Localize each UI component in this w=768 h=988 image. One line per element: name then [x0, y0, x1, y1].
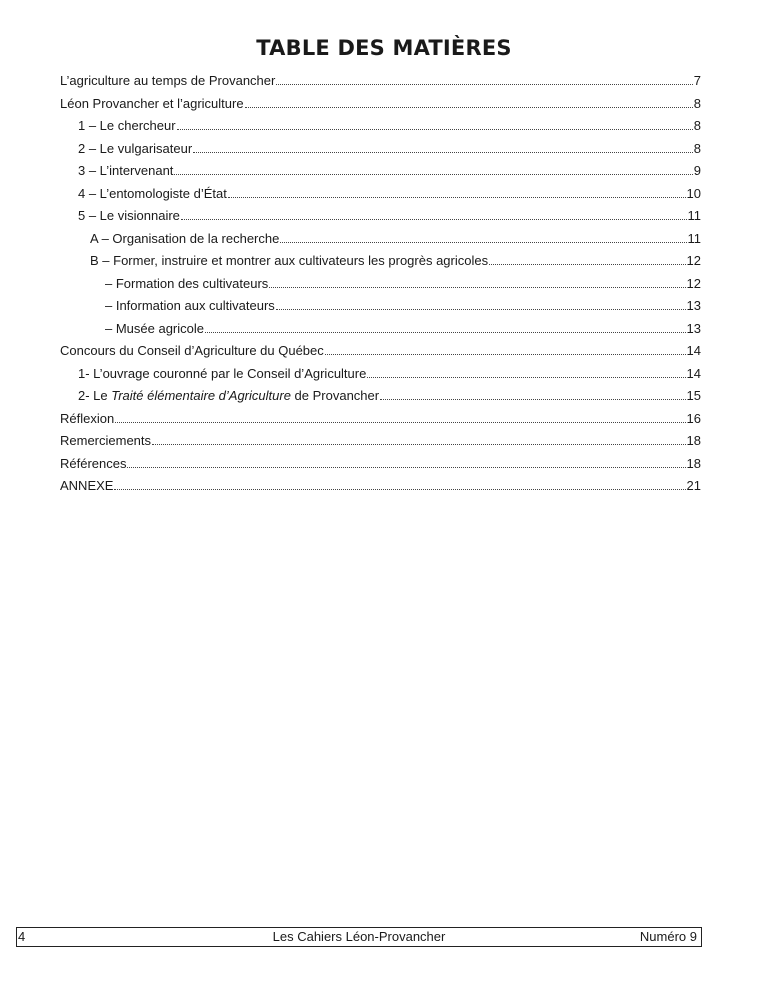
- toc-entry[interactable]: [60, 363, 701, 386]
- toc-entry-label: Remerciements: [60, 433, 152, 448]
- toc-entry-page: 11: [687, 230, 701, 246]
- toc-entry[interactable]: [60, 318, 701, 341]
- dot-leader: [276, 308, 686, 310]
- toc-entry[interactable]: [60, 340, 701, 363]
- toc-entry[interactable]: [60, 385, 701, 408]
- toc-entry[interactable]: [60, 295, 701, 318]
- toc-entry-label-prefix: 2- Le: [78, 388, 112, 403]
- toc-entry-label: 1- L’ouvrage couronné par le Conseil d’Agriculture: [78, 365, 367, 381]
- toc-entry-page: 13: [686, 298, 701, 313]
- toc-entry-page: 16: [686, 410, 701, 426]
- page-footer: [16, 927, 702, 947]
- toc-entry-label: B – Former, instruire et montrer aux cultivateurs les progrès agricoles: [90, 253, 489, 268]
- toc-entry-page: 8: [693, 118, 701, 133]
- toc-entry-label: A – Organisation de la recherche: [90, 230, 280, 246]
- toc-entry-label: 1 – Le chercheur: [78, 118, 176, 133]
- footer-page-number: 4: [18, 929, 26, 944]
- toc-entry-page: 12: [686, 253, 701, 268]
- dot-leader: [177, 128, 693, 130]
- toc-entry[interactable]: [60, 160, 701, 183]
- toc-entry[interactable]: [60, 250, 701, 273]
- toc-entry[interactable]: [60, 273, 701, 296]
- dot-leader: [193, 151, 693, 153]
- toc-entry-label: [78, 385, 379, 408]
- toc-entry-label: 3 – L’intervenant: [78, 163, 174, 178]
- toc-entry[interactable]: [60, 138, 701, 161]
- dot-leader: [245, 106, 693, 108]
- toc-entry-label: – Musée agricole: [105, 320, 204, 336]
- toc-entry-label: Concours du Conseil d’Agriculture du Québec: [60, 343, 324, 358]
- toc-entry-page: 15: [686, 388, 701, 403]
- toc-entry[interactable]: [60, 408, 701, 431]
- toc-entry[interactable]: [60, 70, 701, 93]
- toc-entry[interactable]: [60, 183, 701, 206]
- page-title: TABLE DES MATIÈRES: [256, 36, 512, 60]
- toc-entry-label: 5 – Le visionnaire: [78, 208, 180, 223]
- dot-leader: [489, 263, 685, 265]
- toc-entry-page: 18: [686, 455, 701, 471]
- toc-entry[interactable]: [60, 453, 701, 476]
- footer-issue-number: Numéro 9: [639, 929, 697, 944]
- toc-entry-label-suffix: de Provancher: [290, 388, 380, 403]
- dot-leader: [174, 173, 692, 175]
- toc-entry-label: – Information aux cultivateurs: [105, 298, 275, 313]
- dot-leader: [325, 353, 686, 355]
- toc-entry-label-italic-title: Traité élémentaire d’Agriculture: [111, 388, 291, 403]
- toc-entry-label: Léon Provancher et l’agriculture: [60, 95, 244, 111]
- toc-entry-page: 8: [693, 95, 701, 111]
- table-of-contents: [60, 70, 701, 498]
- dot-leader: [127, 466, 685, 468]
- toc-entry-page: 13: [686, 320, 701, 336]
- dot-leader: [114, 488, 685, 490]
- footer-publication-title: Les Cahiers Léon-Provancher: [272, 929, 446, 944]
- dot-leader: [181, 218, 687, 220]
- dot-leader: [152, 443, 686, 445]
- toc-entry-label: – Formation des cultivateurs: [105, 275, 269, 291]
- toc-entry-page: 21: [686, 478, 701, 493]
- toc-entry-page: 10: [686, 185, 701, 201]
- toc-entry-page: 9: [693, 163, 701, 178]
- dot-leader: [380, 398, 685, 400]
- toc-entry-page: 11: [687, 208, 701, 223]
- toc-entry[interactable]: [60, 430, 701, 453]
- dot-leader: [115, 421, 685, 423]
- toc-entry-label: Réflexion: [60, 410, 115, 426]
- toc-entry[interactable]: [60, 475, 701, 498]
- toc-entry-label: ANNEXE: [60, 478, 114, 493]
- toc-entry-label: Références: [60, 455, 127, 471]
- dot-leader: [205, 331, 686, 333]
- toc-entry-page: 18: [686, 433, 701, 448]
- dot-leader: [367, 376, 685, 378]
- toc-entry[interactable]: [60, 93, 701, 116]
- toc-entry-page: 14: [686, 365, 701, 381]
- dot-leader: [269, 286, 685, 288]
- dot-leader: [280, 241, 686, 243]
- toc-entry-page: 7: [693, 73, 701, 88]
- toc-entry[interactable]: [60, 205, 701, 228]
- toc-entry-page: 12: [686, 275, 701, 291]
- toc-entry-page: 8: [693, 140, 701, 156]
- toc-entry-page: 14: [686, 343, 701, 358]
- dot-leader: [276, 83, 692, 85]
- toc-entry-label: 4 – L’entomologiste d’État: [78, 185, 227, 201]
- toc-entry[interactable]: [60, 228, 701, 251]
- toc-entry-label: 2 – Le vulgarisateur: [78, 140, 193, 156]
- toc-entry[interactable]: [60, 115, 701, 138]
- dot-leader: [228, 196, 686, 198]
- toc-entry-label: L’agriculture au temps de Provancher: [60, 73, 276, 88]
